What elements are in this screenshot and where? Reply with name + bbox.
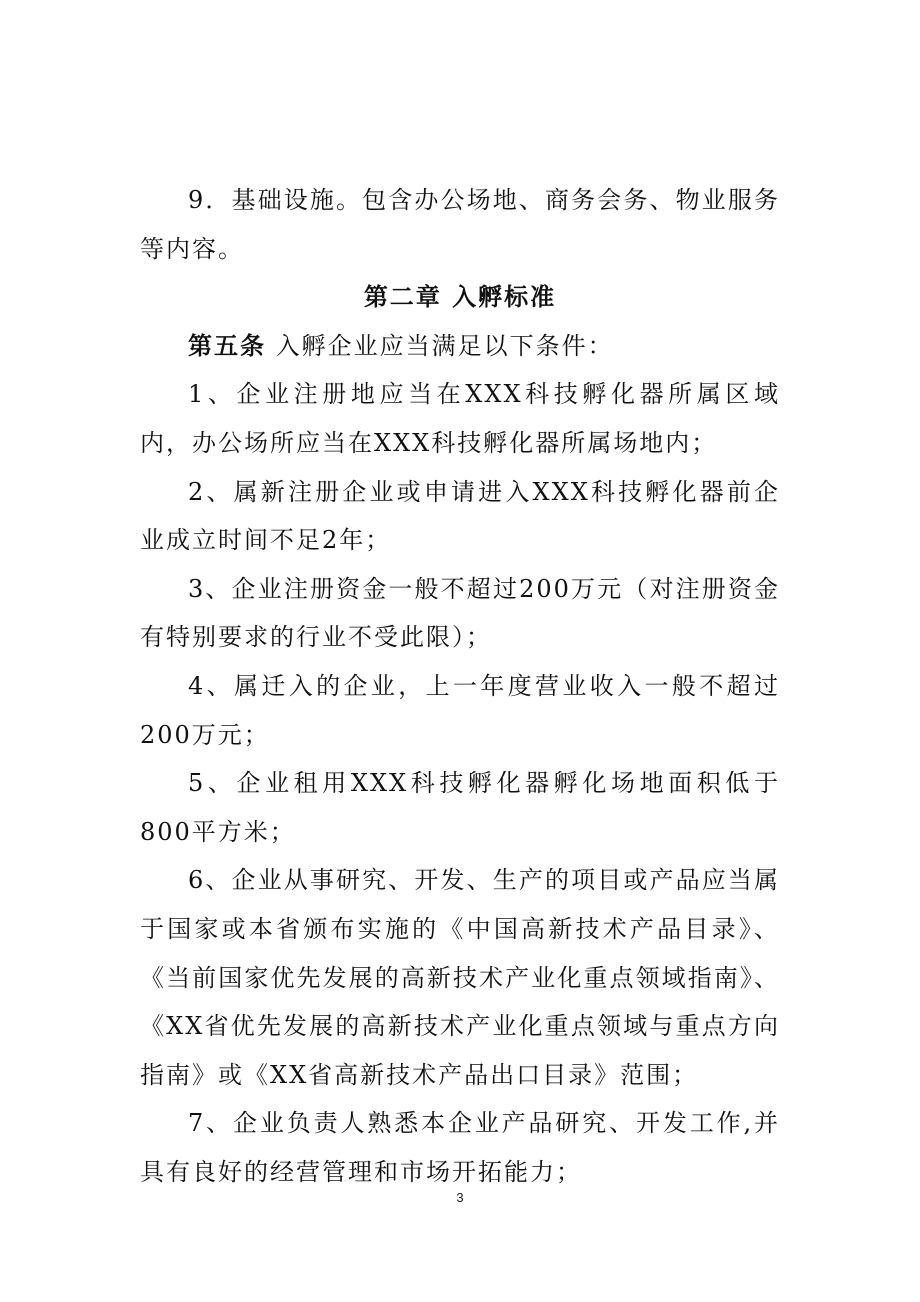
condition-6: 6、企业从事研究、开发、生产的项目或产品应当属于国家或本省颁布实施的《中国高新技术产品目录》、《当前国家优先发展的高新技术产业化重点领域指南》、《XX省优先发展的高新技术产业化重点领域与重点方向指南》或《XX省高新技术产品出口目录》范围； [140, 866, 780, 1089]
paragraph-item-9: 9．基础设施。包含办公场地、商务会务、物业服务等内容。 [140, 186, 780, 263]
condition-4: 4、属迁入的企业，上一年度营业收入一般不超过200万元； [140, 671, 780, 749]
page-number: 3 [456, 1190, 464, 1205]
condition-7: 7、企业负责人熟悉本企业产品研究、开发工作,并具有良好的经营管理和市场开拓能力； [140, 1109, 780, 1186]
condition-2: 2、属新注册企业或申请进入XXX科技孵化器前企业成立时间不足2年； [140, 477, 780, 555]
chapter-title: 第二章 入孵标准 [363, 283, 557, 312]
document-body [140, 176, 780, 1196]
article-5-text: 入孵企业应当满足以下条件： [266, 331, 614, 360]
condition-5: 5、企业租用XXX科技孵化器孵化场地面积低于800平方米； [140, 769, 780, 846]
article-5-paragraph [140, 322, 780, 371]
condition-1: 1、企业注册地应当在XXX科技孵化器所属区域内，办公场所应当在XXX科技孵化器所属场地内； [140, 380, 780, 457]
condition-3: 3、企业注册资金一般不超过200万元（对注册资金有特别要求的行业不受此限）； [140, 574, 780, 652]
article-5-label: 第五条 [188, 331, 266, 360]
